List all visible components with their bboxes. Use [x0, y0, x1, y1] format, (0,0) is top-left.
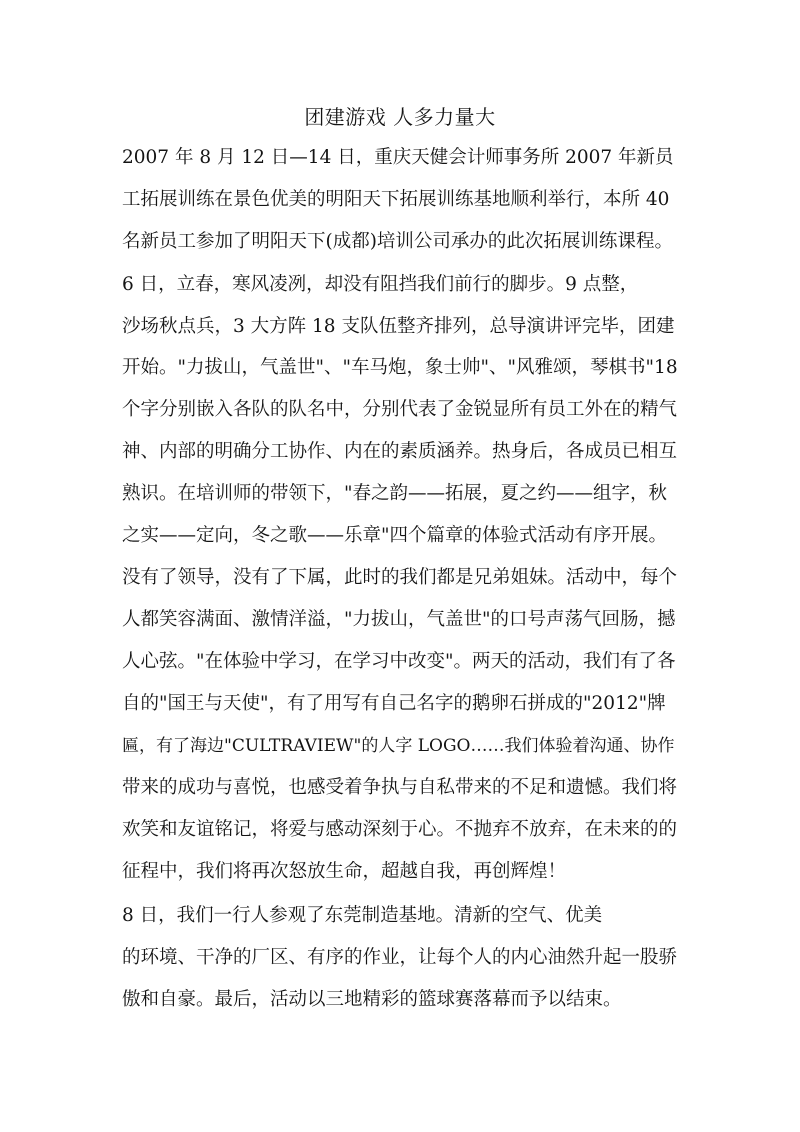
paragraph-1-line-2: 工拓展训练在景色优美的明阳天下拓展训练基地顺利举行，本所 40: [122, 189, 670, 210]
paragraph-2-line-9: 人都笑容满面、激情洋溢，"力拔山，气盖世"的口号声荡气回肠，撼: [122, 609, 676, 630]
paragraph-2-line-15: 征程中，我们将再次怒放生命，超越自我，再创辉煌！: [122, 861, 567, 882]
paragraph-2-line-10: 人心弦。"在体验中学习，在学习中改变"。两天的活动，我们有了各: [122, 651, 676, 672]
paragraph-2-line-6: 熟识。在培训师的带领下，"春之韵——拓展，夏之约——组字，秋: [122, 483, 668, 504]
paragraph-1-line-1: 2007 年 8 月 12 日—14 日，重庆天健会计师事务所 2007 年新员: [122, 147, 674, 168]
paragraph-1-line-3: 名新员工参加了明阳天下(成都)培训公司承办的此次拓展训练课程。: [122, 231, 673, 252]
paragraph-2-line-13: 带来的成功与喜悦，也感受着争执与自私带来的不足和遗憾。我们将: [122, 777, 678, 798]
paragraph-3-line-1: 8 日，我们一行人参观了东莞制造基地。清新的空气、优美: [122, 905, 603, 926]
paragraph-2-line-2: 沙场秋点兵，3 大方阵 18 支队伍整齐排列，总导演讲评完毕，团建: [122, 316, 675, 337]
paragraph-2-line-14: 欢笑和友谊铭记，将爱与感动深刻于心。不抛弃不放弃，在未来的的: [122, 819, 678, 840]
paragraph-2-line-12: 匾，有了海边"CULTRAVIEW"的人字 LOGO……我们体验着沟通、协作: [122, 736, 675, 756]
paragraph-3-line-3: 傲和自豪。最后，活动以三地精彩的篮球赛落幕而予以结束。: [122, 989, 622, 1010]
paragraph-3-line-2: 的环境、干净的厂区、有序的作业，让每个人的内心油然升起一股骄: [122, 947, 678, 968]
paragraph-2-line-4: 个字分别嵌入各队的队名中，分别代表了金锐显所有员工外在的精气: [122, 399, 678, 420]
paragraph-2-line-5: 神、内部的明确分工协作、内在的素质涵养。热身后，各成员已相互: [122, 441, 678, 462]
document-title: 团建游戏 人多力量大: [304, 105, 496, 129]
paragraph-2-line-8: 没有了领导，没有了下属，此时的我们都是兄弟姐妹。活动中，每个: [122, 567, 678, 588]
paragraph-2-line-3: 开始。"力拔山，气盖世"、"车马炮，象士帅"、"风雅颂，琴棋书"18: [122, 357, 678, 378]
paragraph-2-line-1: 6 日，立春，寒风凌冽，却没有阻挡我们前行的脚步。9 点整，: [122, 274, 639, 295]
paragraph-2-line-11: 自的"国王与天使"，有了用写有自己名字的鹅卵石拼成的"2012"牌: [122, 693, 666, 714]
paragraph-2-line-7: 之实——定向，冬之歌——乐章"四个篇章的体验式活动有序开展。: [122, 525, 668, 546]
